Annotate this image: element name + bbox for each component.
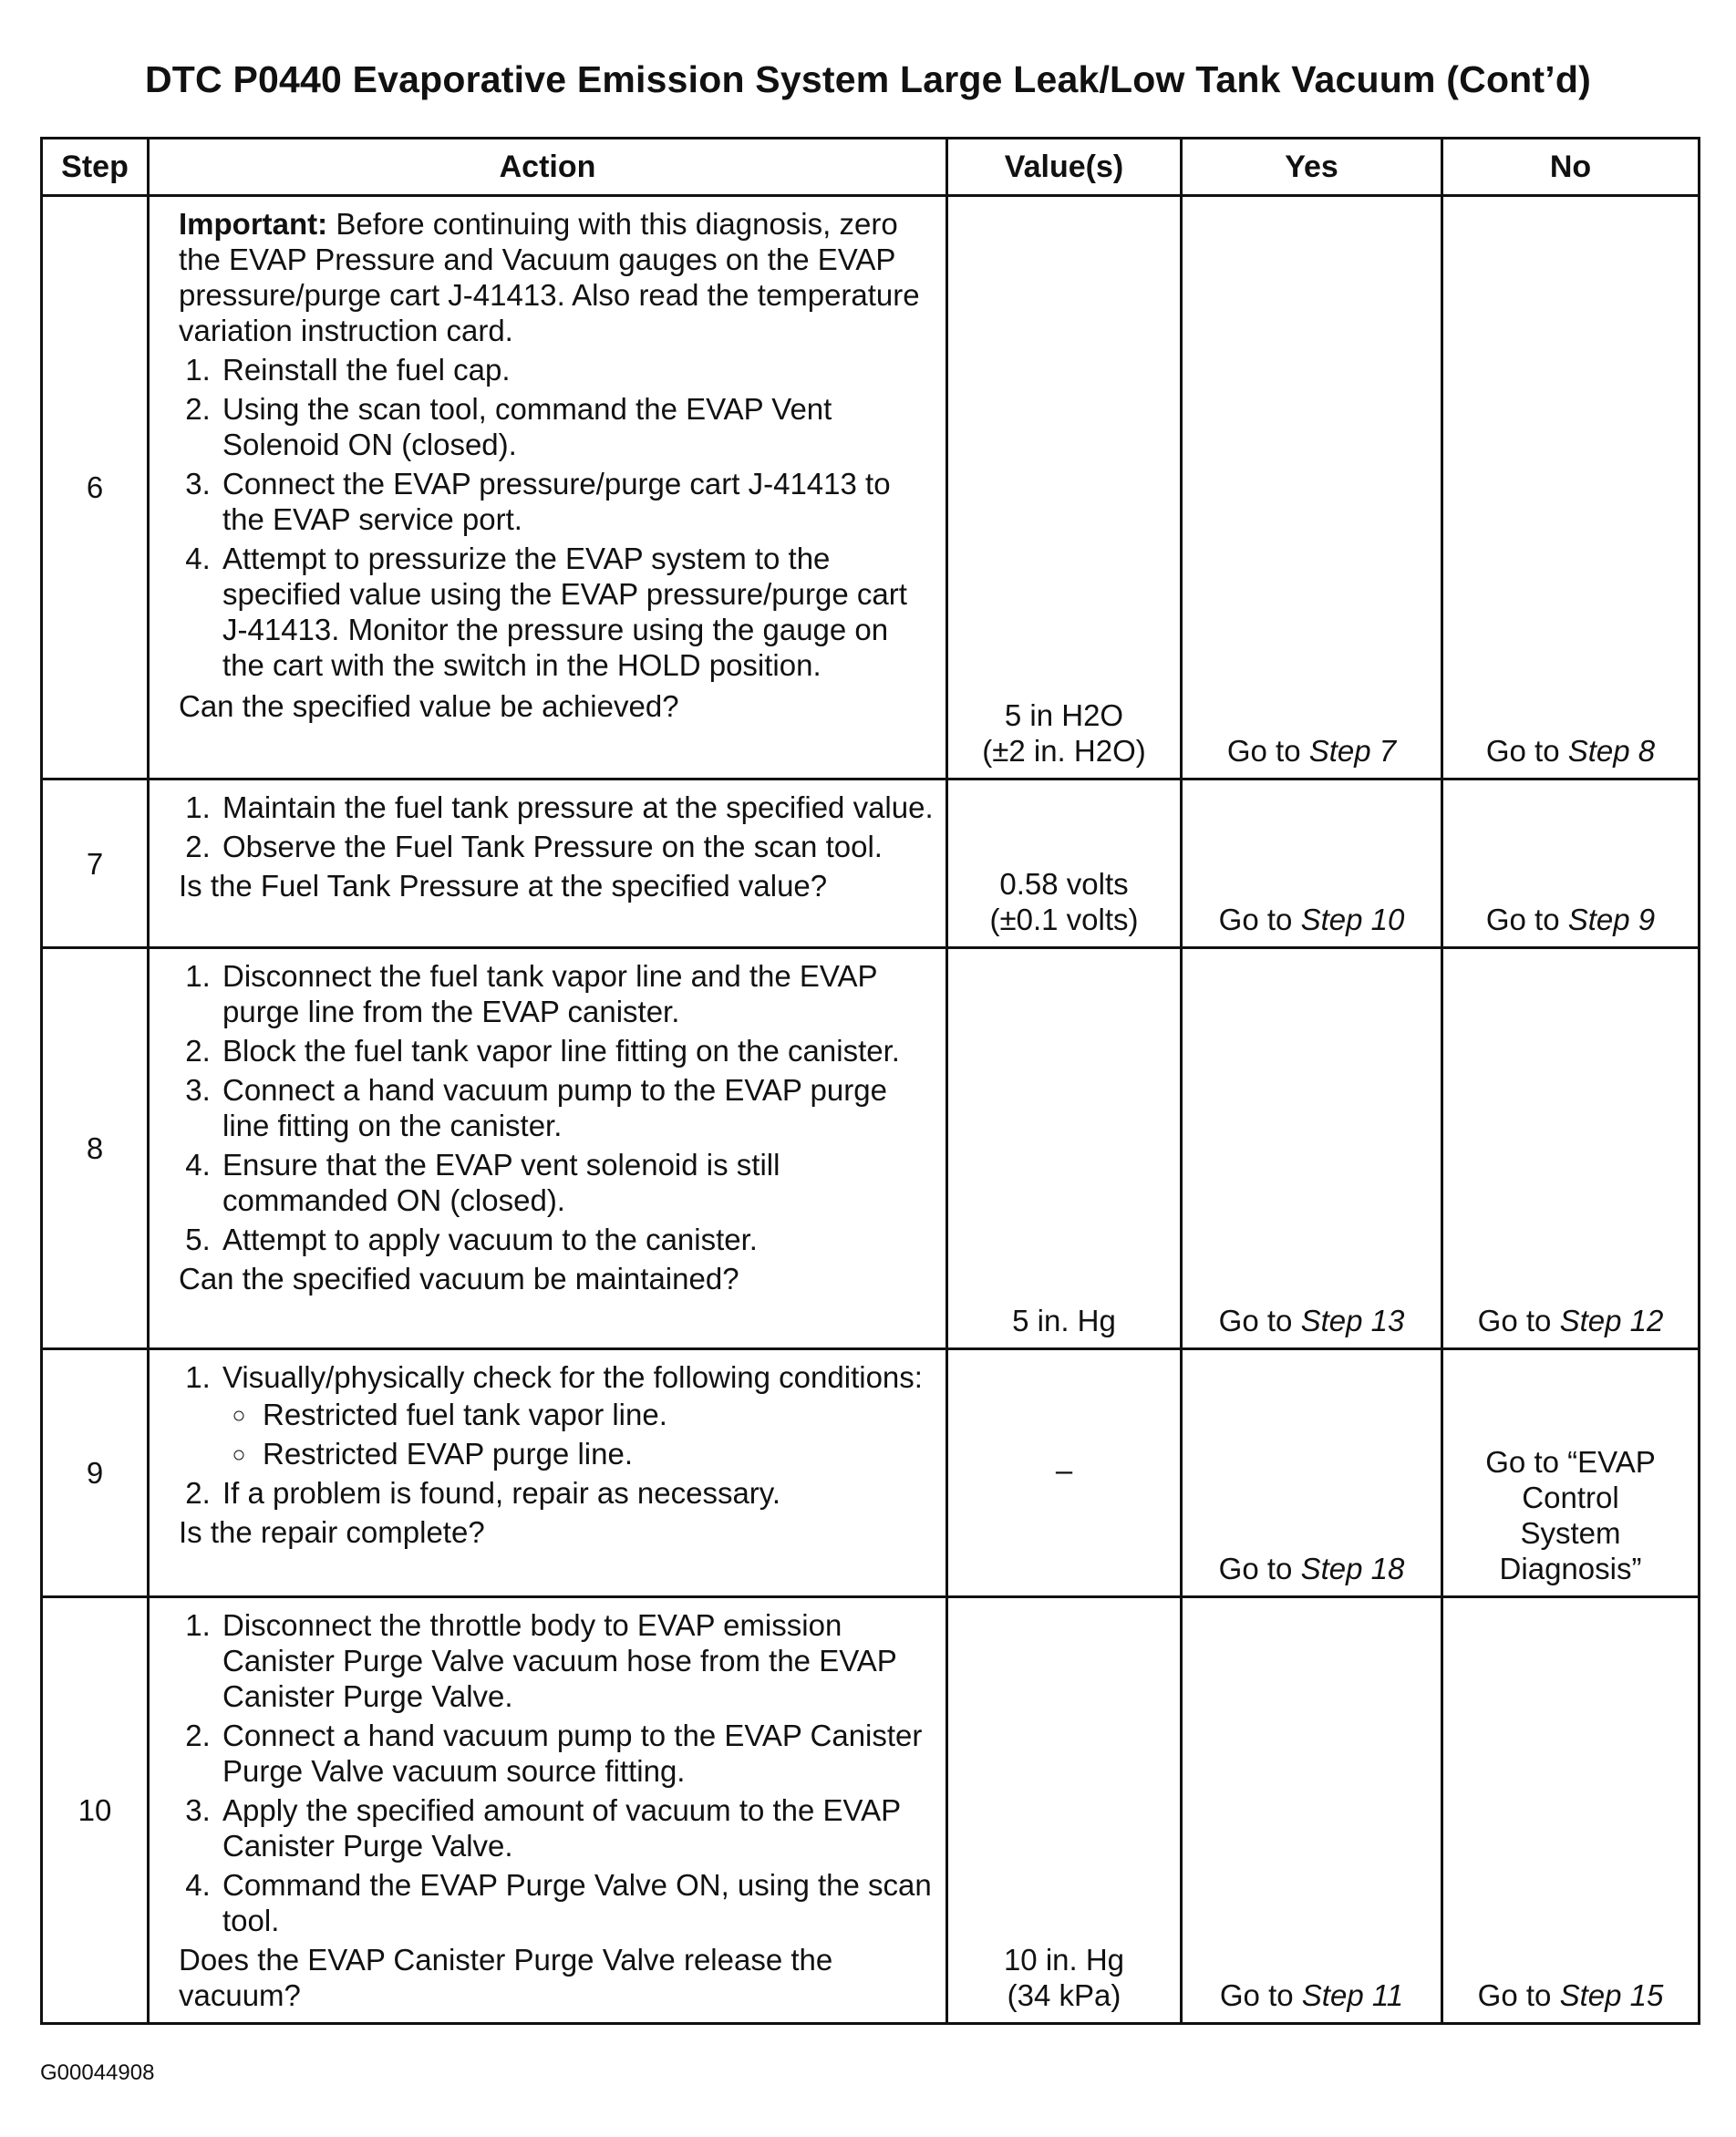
no-cell [1442,1349,1700,1597]
no-line: Diagnosis” [1499,1552,1642,1585]
action-cell [149,779,947,948]
list-item: 2. Using the scan tool, command the EVAP Vent Solenoid ON (closed). [219,391,935,462]
step-number: 8 [42,948,149,1349]
goto-prefix: Go to [1485,734,1568,768]
goto-step: Step 18 [1300,1552,1405,1585]
value-line: 0.58 volts [999,867,1129,901]
yes-cell [1182,948,1442,1349]
list-item: 2. Observe the Fuel Tank Pressure on the scan tool. [219,829,935,864]
goto-prefix: Go to [1226,734,1309,768]
list-item: 1. Reinstall the fuel cap. [219,352,935,387]
goto-step: Step 15 [1559,1978,1664,2012]
header-no: No [1442,139,1700,196]
goto-step: Step 9 [1567,903,1656,936]
list-item: 3. Connect the EVAP pressure/purge cart J-41413 to the EVAP service port. [219,466,935,537]
action-cell [149,1349,947,1597]
value-cell [947,196,1182,779]
goto-step: Step 8 [1567,734,1656,768]
action-list [179,1359,935,1511]
goto-prefix: Go to [1218,903,1301,936]
action-cell [149,196,947,779]
goto-step: Step 11 [1301,1978,1404,2012]
header-step: Step [42,139,149,196]
yes-cell [1182,779,1442,948]
condition-item: ◦ Restricted EVAP purge line. [259,1436,935,1471]
important-note [179,206,935,348]
goto-step: Step 13 [1300,1304,1405,1337]
step-number: 7 [42,779,149,948]
list-item [219,1359,935,1471]
list-item: 3. Apply the specified amount of vacuum to the EVAP Canister Purge Valve. [219,1792,935,1863]
step-number: 10 [42,1597,149,2024]
no-line: System [1520,1516,1621,1550]
list-item: 3. Connect a hand vacuum pump to the EVAP purge line fitting on the canister. [219,1072,935,1143]
diagnostic-table [40,137,1700,2025]
goto-prefix: Go to [1218,1552,1301,1585]
no-cell [1442,948,1700,1349]
action-list [179,352,935,683]
list-item: 1. Disconnect the throttle body to EVAP emission Canister Purge Valve vacuum hose from the EVAP Canister Purge Valve. [219,1607,935,1714]
no-line: Control [1522,1481,1619,1514]
goto-prefix: Go to [1477,1978,1560,2012]
list-item: 4. Command the EVAP Purge Valve ON, using the scan tool. [219,1867,935,1938]
list-item-text: Visually/physically check for the following conditions: [222,1360,923,1394]
no-line: Go to “EVAP [1485,1445,1656,1479]
table-row [42,1349,1700,1597]
goto-step: Step 12 [1559,1304,1664,1337]
table-row [42,948,1700,1349]
yes-cell [1182,196,1442,779]
list-item: 2. Connect a hand vacuum pump to the EVAP Canister Purge Valve vacuum source fitting. [219,1718,935,1789]
action-cell [149,1597,947,2024]
goto-prefix: Go to [1477,1304,1560,1337]
no-cell [1442,1597,1700,2024]
value-line: – [1055,1453,1073,1487]
list-item: 4. Attempt to pressurize the EVAP system to the specified value using the EVAP pressure/purge cart J-41413. Monitor the pressure using the gauge on the cart with the switch in the HOLD position. [219,541,935,683]
page-title: DTC P0440 Evaporative Emission System Large Leak/Low Tank Vacuum (Cont’d) [145,58,1591,100]
goto-step: Step 10 [1300,903,1405,936]
question: Does the EVAP Canister Purge Valve release the vacuum? [179,1943,833,2012]
value-line: 5 in H2O [1004,698,1124,732]
goto-step: Step 7 [1308,734,1397,768]
step-number: 9 [42,1349,149,1597]
list-item: 1. Maintain the fuel tank pressure at the specified value. [219,790,935,825]
list-item: 4. Ensure that the EVAP vent solenoid is still commanded ON (closed). [219,1147,935,1218]
list-item: 5. Attempt to apply vacuum to the canister. [219,1222,935,1257]
header-yes: Yes [1182,139,1442,196]
goto-prefix: Go to [1218,1304,1301,1337]
question: Can the specified value be achieved? [179,689,679,723]
question: Can the specified vacuum be maintained? [179,1262,739,1296]
question: Is the Fuel Tank Pressure at the specified value? [179,869,828,903]
yes-cell [1182,1349,1442,1597]
action-list [179,790,935,864]
important-label: Important: [179,207,328,241]
important-text: Before continuing with this diagnosis, zero the EVAP Pressure and Vacuum gauges on the EVAP pressure/purge cart J-41413. Also read the temperature variation instruction card. [179,207,920,347]
table-row [42,1597,1700,2024]
list-item: 2. If a problem is found, repair as necessary. [219,1475,935,1511]
header-action: Action [149,139,947,196]
table-row [42,779,1700,948]
value-cell [947,1597,1182,2024]
step-number: 6 [42,196,149,779]
action-list [179,958,935,1257]
value-line: (34 kPa) [1007,1978,1121,2012]
list-item: 2. Block the fuel tank vapor line fitting on the canister. [219,1033,935,1068]
condition-item: ◦ Restricted fuel tank vapor line. [259,1397,935,1432]
value-line: 5 in. Hg [1012,1304,1116,1337]
value-line: (±2 in. H2O) [982,734,1146,768]
action-list [179,1607,935,1938]
condition-list [222,1397,935,1471]
figure-id: G00044908 [40,2060,155,2085]
goto-prefix: Go to [1485,903,1568,936]
no-cell [1442,196,1700,779]
action-cell [149,948,947,1349]
value-line: 10 in. Hg [1003,1943,1125,1977]
table-header-row [42,139,1700,196]
value-line: (±0.1 volts) [989,903,1139,936]
value-cell [947,948,1182,1349]
value-cell [947,779,1182,948]
goto-prefix: Go to [1219,1978,1302,2012]
no-cell [1442,779,1700,948]
list-item: 1. Disconnect the fuel tank vapor line and the EVAP purge line from the EVAP canister. [219,958,935,1029]
header-values: Value(s) [947,139,1182,196]
question: Is the repair complete? [179,1515,485,1549]
yes-cell [1182,1597,1442,2024]
table-row [42,196,1700,779]
value-cell [947,1349,1182,1597]
